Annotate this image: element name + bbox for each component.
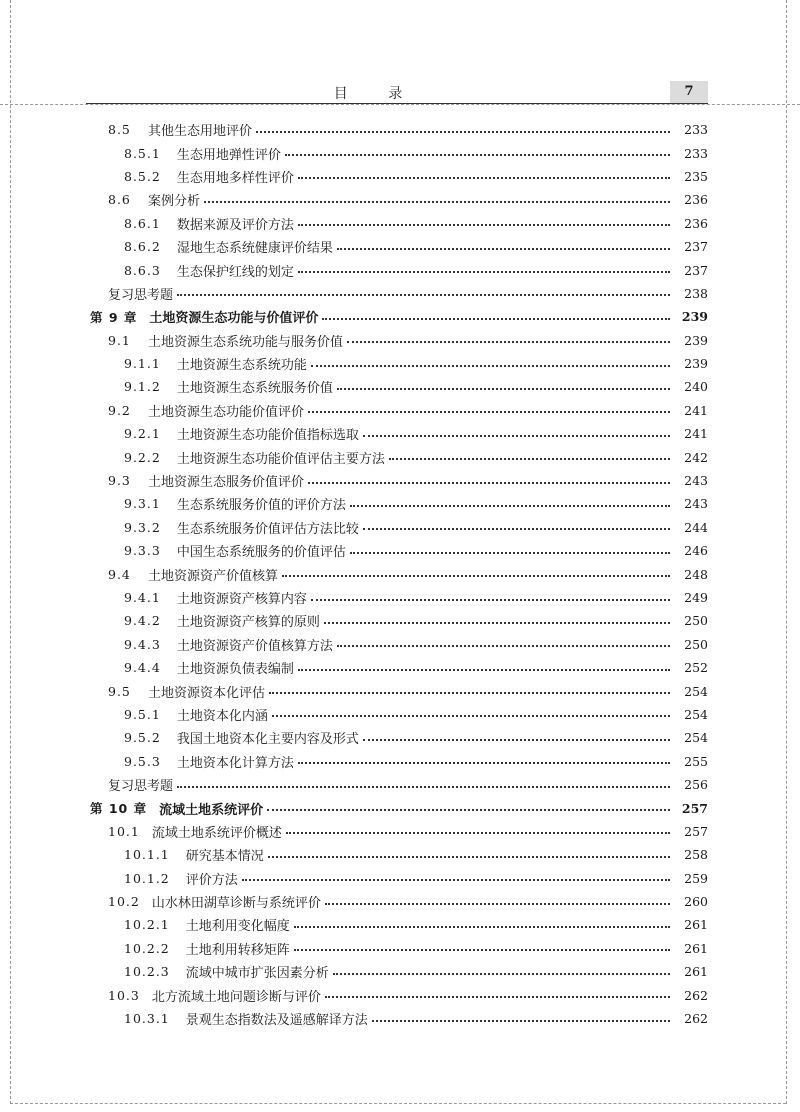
toc-entry-number: 10.1 — [108, 823, 140, 839]
toc-entry-title: 景观生态指数法及遥感解译方法 — [185, 1013, 368, 1029]
dot-leader — [294, 926, 670, 928]
toc-entry-row — [0, 1007, 800, 1030]
toc-entry-number: 9.1 — [108, 332, 131, 348]
toc-entry-row — [0, 352, 800, 375]
toc-entry-row — [0, 960, 800, 983]
toc-entry-title: 土地资源资本化评估 — [148, 685, 266, 701]
toc-entry-number: 8.6.3 — [124, 262, 161, 278]
toc-entry-title: 生态用地弹性评价 — [176, 147, 281, 163]
toc-entry-row — [0, 867, 800, 890]
toc-entry-page: 248 — [684, 566, 708, 582]
toc-entry-title: 生态系统服务价值评估方法比较 — [176, 521, 359, 537]
toc-entry-row — [0, 656, 800, 679]
crop-line-bottom — [10, 1103, 786, 1104]
toc-entry-body — [108, 775, 674, 794]
toc-entry-row — [0, 562, 800, 585]
toc-entry-number: 8.6.1 — [124, 215, 161, 231]
dot-leader — [308, 482, 670, 484]
toc-entry-body — [124, 518, 674, 537]
dot-leader — [363, 739, 670, 741]
toc-entry-body — [124, 915, 674, 934]
dot-leader — [350, 552, 670, 554]
toc-entry-page: 239 — [681, 309, 708, 325]
running-head — [86, 81, 708, 103]
toc-entry-number: 8.6.2 — [124, 239, 161, 255]
toc-entry-number: 10.2 — [108, 894, 140, 910]
toc-entry-number: 9.2.1 — [124, 426, 161, 442]
toc-entry-number: 9.5.2 — [124, 730, 161, 746]
toc-entry-row — [0, 890, 800, 913]
toc-entry-body — [108, 822, 674, 841]
toc-entry-title: 土地资源生态系统功能 — [176, 358, 307, 374]
dot-leader — [269, 692, 670, 694]
dot-leader — [372, 1020, 670, 1022]
toc-entry-body — [124, 144, 674, 163]
dot-leader — [204, 201, 670, 203]
toc-entry-page: 259 — [684, 870, 708, 886]
toc-entry-number: 第 10 章 — [90, 801, 148, 817]
toc-entry-body — [124, 448, 674, 467]
toc-entry-body — [90, 799, 674, 818]
toc-entry-row — [0, 492, 800, 515]
toc-entry-row — [0, 937, 800, 960]
dot-leader — [325, 903, 670, 905]
toc-entry-title: 土地资源生态功能价值评价 — [148, 404, 305, 420]
toc-entry-body — [124, 588, 674, 607]
toc-entry-number: 9.3.1 — [124, 496, 161, 512]
table-of-contents — [0, 118, 800, 1030]
toc-entry-row — [0, 539, 800, 562]
dot-leader — [177, 786, 670, 788]
toc-entry-page: 241 — [684, 402, 708, 418]
toc-entry-page: 254 — [684, 706, 708, 722]
dot-leader — [337, 248, 670, 250]
dot-leader — [308, 411, 670, 413]
toc-entry-body — [124, 962, 674, 981]
toc-entry-body — [124, 845, 674, 864]
dot-leader — [298, 669, 670, 671]
toc-entry-row — [0, 820, 800, 843]
toc-entry-body — [124, 635, 674, 654]
dot-leader — [337, 645, 670, 647]
toc-entry-body — [108, 986, 674, 1005]
dot-leader — [324, 622, 670, 624]
dot-leader — [256, 131, 670, 133]
toc-entry-row — [0, 913, 800, 936]
toc-entry-number: 10.2.1 — [124, 917, 170, 933]
toc-entry-row — [0, 773, 800, 796]
toc-entry-number: 9.2 — [108, 402, 131, 418]
toc-entry-page: 239 — [684, 356, 708, 372]
dot-leader — [298, 271, 670, 273]
dot-leader — [311, 365, 670, 367]
toc-entry-page: 237 — [684, 262, 708, 278]
toc-entry-body — [124, 214, 674, 233]
toc-entry-number: 10.3.1 — [124, 1011, 170, 1027]
toc-entry-title: 流域土地系统评价 — [159, 802, 264, 818]
toc-entry-row — [0, 586, 800, 609]
toc-entry-title: 生态系统服务价值的评价方法 — [176, 498, 346, 514]
toc-entry-row — [0, 516, 800, 539]
toc-entry-number: 9.4.2 — [124, 613, 161, 629]
toc-entry-row — [0, 679, 800, 702]
toc-entry-row — [0, 188, 800, 211]
toc-entry-body — [124, 167, 674, 186]
toc-entry-page: 242 — [684, 449, 708, 465]
toc-entry-page: 243 — [684, 473, 708, 489]
toc-entry-number: 9.3 — [108, 473, 131, 489]
toc-entry-page: 255 — [684, 753, 708, 769]
toc-entry-number: 9.1.2 — [124, 379, 161, 395]
toc-entry-title: 土地利用变化幅度 — [185, 919, 290, 935]
toc-entry-body — [124, 354, 674, 373]
toc-entry-title: 土地资源资产价值核算 — [148, 568, 279, 584]
toc-entry-number: 10.3 — [108, 987, 140, 1003]
toc-entry-number: 10.1.2 — [124, 870, 170, 886]
toc-entry-body — [124, 869, 674, 888]
toc-entry-body — [124, 939, 674, 958]
dot-leader — [286, 832, 670, 834]
toc-entry-row — [0, 726, 800, 749]
toc-entry-row — [0, 983, 800, 1006]
toc-entry-body — [108, 401, 674, 420]
dot-leader — [363, 435, 670, 437]
toc-entry-page: 261 — [684, 917, 708, 933]
toc-entry-body — [124, 705, 674, 724]
toc-entry-row — [0, 422, 800, 445]
toc-entry-page: 250 — [684, 636, 708, 652]
toc-entry-title: 土地资源生态系统服务价值 — [176, 381, 333, 397]
toc-entry-title: 土地资源资产核算的原则 — [176, 615, 320, 631]
dot-leader — [272, 715, 670, 717]
toc-entry-body — [124, 541, 674, 560]
toc-entry-body — [124, 658, 674, 677]
toc-entry-number: 8.6 — [108, 192, 131, 208]
toc-entry-page: 257 — [684, 823, 708, 839]
toc-entry-row — [0, 609, 800, 632]
page-number: 7 — [670, 81, 708, 103]
crop-line-top — [0, 104, 800, 105]
toc-entry-page: 241 — [684, 426, 708, 442]
toc-entry-row — [0, 212, 800, 235]
toc-entry-title: 土地资源生态服务价值评价 — [148, 475, 305, 491]
toc-entry-number: 8.5 — [108, 122, 131, 138]
toc-entry-body — [108, 565, 674, 584]
toc-entry-title: 评价方法 — [185, 872, 238, 888]
toc-entry-body — [90, 307, 674, 326]
toc-entry-title: 我国土地资本化主要内容及形式 — [176, 732, 359, 748]
toc-entry-title: 案例分析 — [148, 194, 201, 210]
dot-leader — [267, 809, 670, 811]
toc-entry-page: 261 — [684, 940, 708, 956]
toc-entry-row — [0, 375, 800, 398]
toc-entry-number: 9.4.1 — [124, 590, 161, 605]
toc-entry-row — [0, 165, 800, 188]
toc-entry-number: 9.1.1 — [124, 356, 161, 372]
toc-entry-number: 9.4 — [108, 566, 131, 582]
toc-entry-body — [124, 261, 674, 280]
dot-leader — [347, 341, 670, 343]
dot-leader — [298, 224, 670, 226]
toc-entry-number: 10.2.3 — [124, 964, 170, 980]
toc-entry-row — [0, 703, 800, 726]
toc-entry-title: 复习思考题 — [108, 287, 174, 303]
toc-entry-title: 北方流域土地问题诊断与评价 — [151, 989, 321, 1005]
toc-entry-page: 256 — [684, 777, 708, 793]
toc-entry-title: 土地资源生态功能价值评估主要方法 — [176, 451, 385, 467]
toc-entry-title: 土地资源资产核算内容 — [176, 592, 307, 607]
toc-entry-title: 土地资本化计算方法 — [176, 755, 294, 771]
toc-entry-body — [124, 237, 674, 256]
toc-entry-page: 236 — [684, 192, 708, 208]
toc-entry-page: 252 — [684, 660, 708, 676]
toc-entry-title: 生态用地多样性评价 — [176, 170, 294, 186]
toc-entry-row — [0, 118, 800, 141]
toc-entry-page: 258 — [684, 847, 708, 863]
toc-entry-number: 10.2.2 — [124, 940, 170, 956]
toc-chapter-row — [0, 305, 800, 328]
dot-leader — [333, 973, 670, 975]
toc-entry-page: 254 — [684, 730, 708, 746]
toc-entry-title: 生态保护红线的划定 — [176, 264, 294, 280]
dot-leader — [322, 318, 670, 320]
dot-leader — [268, 856, 670, 858]
toc-entry-page: 238 — [684, 285, 708, 301]
dot-leader — [294, 949, 670, 951]
dot-leader — [285, 154, 670, 156]
dot-leader — [363, 528, 670, 530]
toc-entry-row — [0, 235, 800, 258]
toc-entry-number: 第 9 章 — [90, 309, 138, 325]
toc-entry-title: 研究基本情况 — [185, 849, 264, 865]
toc-entry-row — [0, 258, 800, 281]
dot-leader — [177, 294, 670, 296]
toc-entry-number: 9.5 — [108, 683, 131, 699]
toc-entry-title: 土地资源生态功能与价值评价 — [149, 311, 319, 327]
toc-entry-page: 249 — [684, 590, 708, 605]
toc-entry-title: 其他生态用地评价 — [148, 124, 253, 140]
toc-entry-body — [108, 331, 674, 350]
dot-leader — [298, 177, 670, 179]
toc-entry-title: 数据来源及评价方法 — [176, 217, 294, 233]
toc-entry-body — [108, 190, 674, 209]
toc-entry-number: 9.4.3 — [124, 636, 161, 652]
toc-entry-row — [0, 141, 800, 164]
toc-entry-number: 9.2.2 — [124, 449, 161, 465]
toc-entry-row — [0, 399, 800, 422]
toc-entry-number: 9.5.3 — [124, 753, 161, 769]
toc-entry-title: 土地利用转移矩阵 — [185, 942, 290, 958]
toc-entry-page: 257 — [681, 800, 708, 816]
dot-leader — [311, 599, 670, 601]
toc-entry-title: 土地资源生态系统功能与服务价值 — [148, 334, 344, 350]
toc-entry-page: 261 — [684, 964, 708, 980]
toc-entry-title: 复习思考题 — [108, 779, 174, 795]
toc-entry-page: 239 — [684, 332, 708, 348]
toc-entry-number: 8.5.2 — [124, 168, 161, 184]
toc-entry-page: 254 — [684, 683, 708, 699]
dot-leader — [242, 879, 670, 881]
toc-entry-row — [0, 633, 800, 656]
toc-entry-row — [0, 329, 800, 352]
toc-entry-title: 土地资本化内涵 — [176, 708, 268, 724]
toc-entry-body — [124, 728, 674, 747]
toc-entry-page: 235 — [684, 168, 708, 184]
dot-leader — [325, 996, 670, 998]
toc-entry-title: 湿地生态系统健康评价结果 — [176, 241, 333, 257]
dot-leader — [350, 505, 670, 507]
page-title: 目 录 — [333, 86, 421, 102]
toc-entry-title: 土地资源生态功能价值指标选取 — [176, 428, 359, 444]
toc-entry-body — [108, 284, 674, 303]
dot-leader — [282, 575, 670, 577]
dot-leader — [337, 388, 670, 390]
toc-entry-body — [124, 611, 674, 630]
toc-entry-title: 流域中城市扩张因素分析 — [185, 966, 329, 982]
toc-entry-body — [124, 377, 674, 396]
header-rule — [86, 103, 708, 104]
toc-entry-row — [0, 469, 800, 492]
toc-entry-number: 9.3.2 — [124, 519, 161, 535]
toc-entry-title: 土地资源资产价值核算方法 — [176, 638, 333, 654]
toc-entry-page: 243 — [684, 496, 708, 512]
toc-entry-page: 233 — [684, 122, 708, 138]
toc-entry-page: 250 — [684, 613, 708, 629]
toc-entry-row — [0, 445, 800, 468]
toc-entry-row — [0, 282, 800, 305]
toc-chapter-row — [0, 796, 800, 819]
toc-entry-title: 流域土地系统评价概述 — [151, 825, 282, 841]
toc-entry-number: 10.1.1 — [124, 847, 170, 863]
toc-entry-body — [124, 1009, 674, 1028]
toc-entry-title: 山水林田湖草诊断与系统评价 — [151, 896, 321, 912]
toc-entry-page: 236 — [684, 215, 708, 231]
toc-entry-body — [124, 494, 674, 513]
toc-entry-row — [0, 843, 800, 866]
toc-entry-title: 中国生态系统服务的价值评估 — [176, 545, 346, 561]
toc-entry-page: 260 — [684, 894, 708, 910]
toc-entry-body — [124, 424, 674, 443]
toc-entry-page: 233 — [684, 145, 708, 161]
toc-entry-title: 土地资源负债表编制 — [176, 662, 294, 678]
toc-entry-page: 240 — [684, 379, 708, 395]
toc-entry-body — [108, 682, 674, 701]
toc-entry-number: 9.5.1 — [124, 706, 161, 722]
toc-entry-body — [108, 471, 674, 490]
toc-entry-page: 244 — [684, 519, 708, 535]
toc-entry-page: 237 — [684, 239, 708, 255]
toc-entry-page: 262 — [684, 1011, 708, 1027]
dot-leader — [389, 458, 670, 460]
toc-entry-body — [108, 892, 674, 911]
toc-entry-number: 8.5.1 — [124, 145, 161, 161]
toc-entry-body — [124, 752, 674, 771]
toc-entry-body — [108, 120, 674, 139]
dot-leader — [298, 762, 670, 764]
toc-entry-row — [0, 750, 800, 773]
toc-entry-number: 9.3.3 — [124, 543, 161, 559]
toc-entry-page: 262 — [684, 987, 708, 1003]
toc-entry-number: 9.4.4 — [124, 660, 161, 676]
toc-entry-page: 246 — [684, 543, 708, 559]
